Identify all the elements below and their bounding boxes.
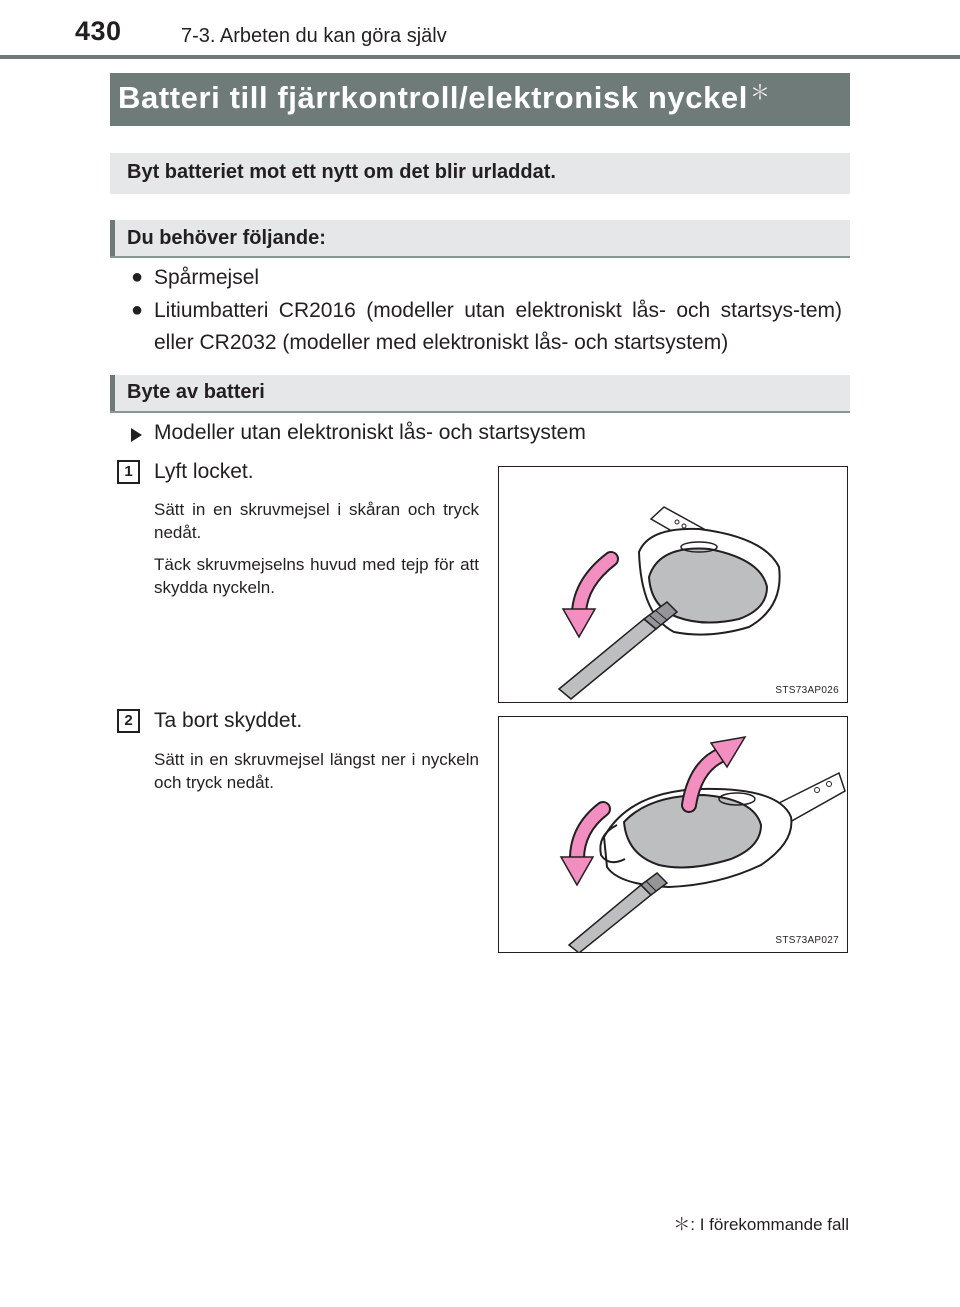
footnote-marker: ＊ <box>749 82 771 104</box>
header-divider <box>0 55 960 59</box>
chapter-title: 7-3. Arbeten du kan göra själv <box>181 25 447 47</box>
replace-heading: Byte av batteri <box>127 381 265 403</box>
step-number-box: 1 <box>117 460 140 484</box>
key-illustration <box>499 467 848 703</box>
figure-remove-cover <box>498 716 848 953</box>
model-subheading: Modeller utan elektroniskt lås- och startsystem <box>154 421 586 444</box>
figure-code: STS73AP027 <box>775 935 839 946</box>
page-number: 430 <box>75 16 122 46</box>
needs-heading: Du behöver följande: <box>127 227 326 249</box>
needs-item-battery: Litiumbatteri CR2016 (modeller utan elektroniskt lås- och startsys-tem) eller CR2032 (modeller med elektroniskt lås- och startsystem) <box>154 299 842 354</box>
figure-lift-cover <box>498 466 848 703</box>
triangle-bullet-icon <box>131 428 142 442</box>
step-title: Ta bort skyddet. <box>154 709 303 732</box>
step-note: Täck skruvmejselns huvud med tejp för att skydda nyckeln. <box>154 555 479 597</box>
bullet-icon: ● <box>131 299 144 321</box>
section-title-text: Batteri till fjärrkontroll/elektronisk nyckel <box>118 80 748 115</box>
needs-item-screwdriver: Spårmejsel <box>154 266 260 289</box>
step-note: Sätt in en skruvmejsel i skåran och tryck nedåt. <box>154 500 479 542</box>
intro-text: Byt batteriet mot ett nytt om det blir urladdat. <box>127 161 556 183</box>
section-title <box>118 80 771 116</box>
figure-code: STS73AP026 <box>775 685 839 696</box>
step-title: Lyft locket. <box>154 460 254 483</box>
step-number-box: 2 <box>117 709 140 733</box>
step-note: Sätt in en skruvmejsel längst ner i nyckeln och tryck nedåt. <box>154 750 479 792</box>
key-illustration <box>499 717 848 953</box>
bullet-icon: ● <box>131 266 144 288</box>
footnote: ＊: I förekommande fall <box>673 1215 849 1234</box>
